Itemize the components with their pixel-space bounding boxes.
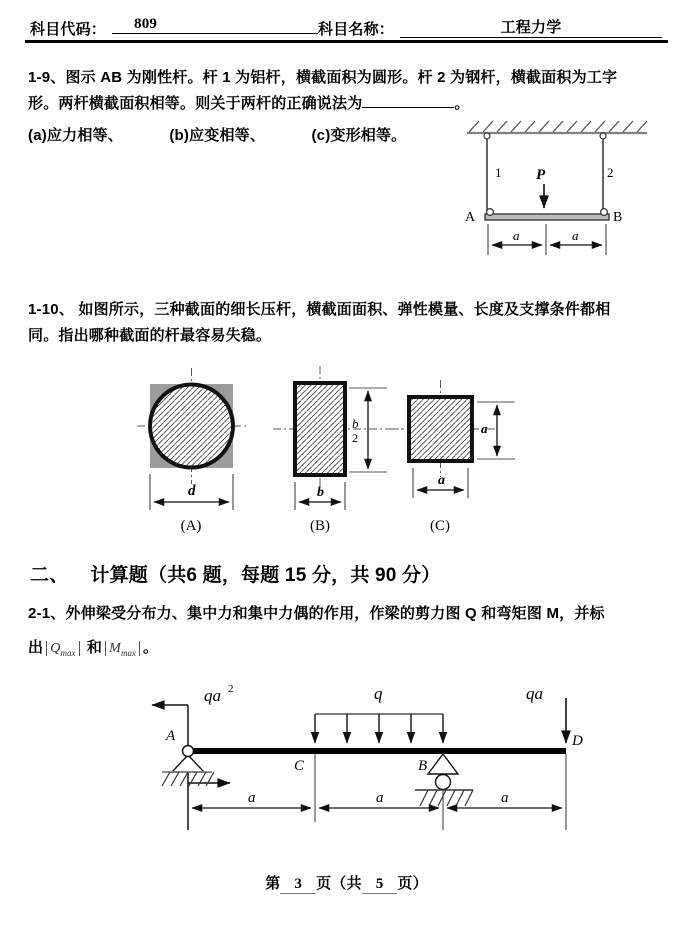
bar-end-b-pin — [601, 209, 608, 216]
dim-2-label: a — [376, 790, 384, 806]
section-c-square — [409, 397, 472, 461]
q1-9-option-c: (c)变形相等。 — [311, 127, 407, 144]
frac-den-label: 2 — [352, 431, 358, 445]
footer-mid: 页（共 — [316, 875, 362, 892]
dim-a-left-label: a — [513, 228, 520, 243]
dim-a-bottom-label: a — [438, 473, 445, 488]
roller-ground-hatch — [420, 790, 473, 806]
header-rule — [25, 40, 668, 43]
q1-9-figure — [455, 118, 680, 268]
footer-total-pages: 5 — [362, 876, 398, 894]
bar-ab — [485, 214, 609, 220]
section-2-title: 计算题（共6 题，每题 15 分，共 90 分） — [90, 565, 441, 586]
beam — [188, 748, 566, 754]
q1-9-line2-period: 。 — [454, 95, 470, 112]
bar-end-a-pin — [487, 209, 494, 216]
point-a-label: A — [465, 210, 476, 225]
qmax-expression: $Q_{max}$ — [46, 641, 79, 656]
section-b-rect — [295, 383, 345, 475]
caption-a: (A) — [180, 518, 202, 534]
q1-10-figure — [125, 362, 530, 542]
dim-b-label: b — [317, 485, 324, 500]
q2-1-line2 — [28, 636, 158, 658]
q1-9-line2 — [28, 92, 470, 113]
footer-suffix: 页） — [397, 875, 428, 892]
pin-support-hinge — [183, 746, 194, 757]
dim-3-label: a — [501, 790, 509, 806]
subject-code-label: 科目代码： — [30, 21, 107, 38]
footer-page-number: 3 — [280, 876, 316, 894]
dim-d-label: d — [188, 483, 196, 499]
section-2-number: 二、 — [30, 565, 69, 586]
q1-9-answer-blank — [362, 93, 454, 108]
subject-name-label: 科目名称： — [318, 21, 395, 38]
mmax-expression: $M_{max}$ — [105, 641, 140, 656]
q2-1-line2-prefix: 出 — [28, 639, 44, 656]
q1-9-option-b: (b)应变相等、 — [169, 127, 266, 144]
section-2-heading — [30, 560, 440, 587]
footer-prefix: 第 — [265, 875, 281, 892]
point-c-label: C — [294, 758, 305, 774]
dim-a-side-label: a — [481, 421, 488, 436]
moment-label: qa — [204, 686, 221, 705]
roller-support-triangle — [428, 754, 458, 774]
q2-1-line2-end: 。 — [142, 639, 159, 656]
moment-sup-label: 2 — [228, 683, 234, 695]
point-b-label: B — [418, 758, 428, 774]
load-q-label: q — [374, 684, 383, 703]
page-footer — [0, 872, 693, 894]
q1-9-line1: 1-9、图示 AB 为刚性杆。杆 1 为铝杆，横截面积为圆形。杆 2 为钢杆，横截面积为工字 — [28, 69, 618, 86]
point-d-label: D — [572, 733, 583, 749]
caption-c: (C) — [430, 518, 450, 534]
q1-9-option-a: (a)应力相等、 — [28, 127, 123, 144]
dim-1-label: a — [248, 790, 256, 806]
rod-2-label: 2 — [607, 165, 614, 180]
q2-1-line1: 2-1、外伸梁受分布力、集中力和集中力偶的作用，作梁的剪力图 Q 和弯矩图 M，并标 — [28, 605, 605, 622]
point-a-label: A — [166, 728, 176, 744]
ceiling-hatch — [469, 121, 647, 132]
point-b-label: B — [613, 210, 623, 225]
q2-1-figure — [80, 682, 625, 842]
section-a-circle — [150, 385, 233, 468]
rod-1-label: 1 — [495, 165, 502, 180]
dim-a-right-label: a — [572, 228, 579, 243]
q1-9-options — [28, 124, 406, 145]
pin-support-triangle — [172, 755, 204, 772]
frac-num-label: b — [352, 416, 359, 431]
q1-9-line2-text: 形。两杆横截面积相等。则关于两杆的正确说法为 — [28, 95, 363, 112]
roller-support-wheel — [436, 775, 451, 790]
rod-2-pin — [600, 133, 606, 139]
subject-code-value: 809 — [112, 16, 318, 34]
end-force-label: qa — [526, 684, 543, 703]
caption-b: (B) — [310, 518, 330, 534]
rod-1-pin — [484, 133, 490, 139]
force-p-label: P — [536, 167, 546, 183]
q1-10-line2: 同。指出哪种截面的杆最容易失稳。 — [28, 327, 272, 344]
q1-10-line1: 1-10、 如图所示，三种截面的细长压杆，横截面面积、弹性模量、长度及支撑条件都相 — [28, 301, 611, 318]
subject-name-value: 工程力学 — [400, 16, 662, 38]
q2-1-line2-mid: 和 — [82, 639, 103, 656]
